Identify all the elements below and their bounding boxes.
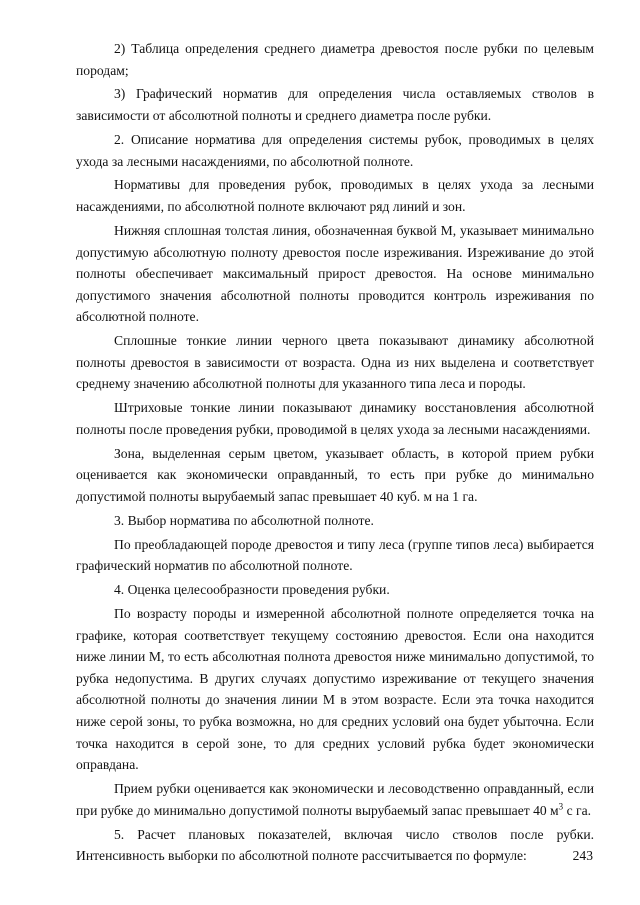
- paragraph-11: 4. Оценка целесообразности проведения рубки.: [114, 582, 390, 598]
- paragraph-13-tail: с га.: [563, 802, 592, 818]
- page-number: 243: [572, 848, 593, 863]
- paragraph-9: 3. Выбор норматива по абсолютной полноте.: [114, 512, 374, 528]
- paragraph-8: Зона, выделенная серым цветом, указывает область, в которой прием рубки оценивается как экономически оправданный, то есть при рубке до минимально допустимой полноты вырубаемый запас превышает 40 куб. м на 1 га.: [76, 445, 594, 504]
- document-page: [76, 38, 594, 869]
- paragraph-10: По преобладающей породе древостоя и типу леса (группе типов леса) выбирается графический норматив по абсолютной полноте.: [76, 536, 594, 574]
- paragraph-4: Нормативы для проведения рубок, проводимых в целях ухода за лесными насаждениями, по абсолютной полноте включают ряд линий и зон.: [76, 177, 594, 215]
- paragraph-1: 2) Таблица определения среднего диаметра древостоя после рубки по целевым породам;: [76, 41, 594, 78]
- paragraph-14: 5. Расчет плановых показателей, включая число стволов после рубки. Интенсивность выборки по абсолютной полноте рассчитывается по формуле:: [76, 826, 594, 864]
- paragraph-7: Штриховые тонкие линии показывают динамику восстановления абсолютной полноты после проведения рубки, проводимой в целях ухода за лесными насаждениями.: [76, 400, 594, 437]
- paragraph-5: Нижняя сплошная толстая линия, обозначенная буквой М, указывает минимально допустимую абсолютную полноту древостоя после изреживания. Изреживание до этой полноты обеспечивает максимальный прирост древостоя. На основе минимально допустимого значения абсолютной полноты проводится контроль изреживания по абсолютной полноте.: [76, 222, 594, 325]
- paragraph-3: 2. Описание норматива для определения системы рубок, проводимых в целях ухода за лесными насаждениями, по абсолютной полноте.: [76, 131, 594, 169]
- paragraph-2: 3) Графический норматив для определения числа оставляемых стволов в зависимости от абсолютной полноты и среднего диаметра после рубки.: [76, 86, 594, 124]
- paragraph-6: Сплошные тонкие линии черного цвета показывают динамику абсолютной полноты древостоя в зависимости от возраста. Одна из них выделена и соответствует среднему значению абсолютной полноты для указанного типа леса и породы.: [76, 333, 594, 392]
- paragraph-12: По возрасту породы и измеренной абсолютной полноте определяется точка на графике, которая соответствует текущему состоянию древостоя. Если она находится ниже линии М, то есть абсолютная полнота древостоя ниже минимально допустимой, то рубка недопустима. В других случаях допустимо изреживание от текущего значения абсолютной полноты до значения линии М в этом возрасте. Если эта точка находится ниже серой зоны, то рубка возможна, но для средних условий она будет убыточна. Если точка находится в серой зоне, то для средних условий рубка будет экономически оправдана.: [76, 606, 594, 773]
- paragraph-13: [76, 778, 594, 821]
- cubic-superscript: 3: [558, 801, 564, 812]
- paragraph-13-text: Прием рубки оценивается как экономически и лесоводственно оправданный, если при рубке до минимально допустимой полноты вырубаемый запас превышает 40 м: [76, 781, 594, 818]
